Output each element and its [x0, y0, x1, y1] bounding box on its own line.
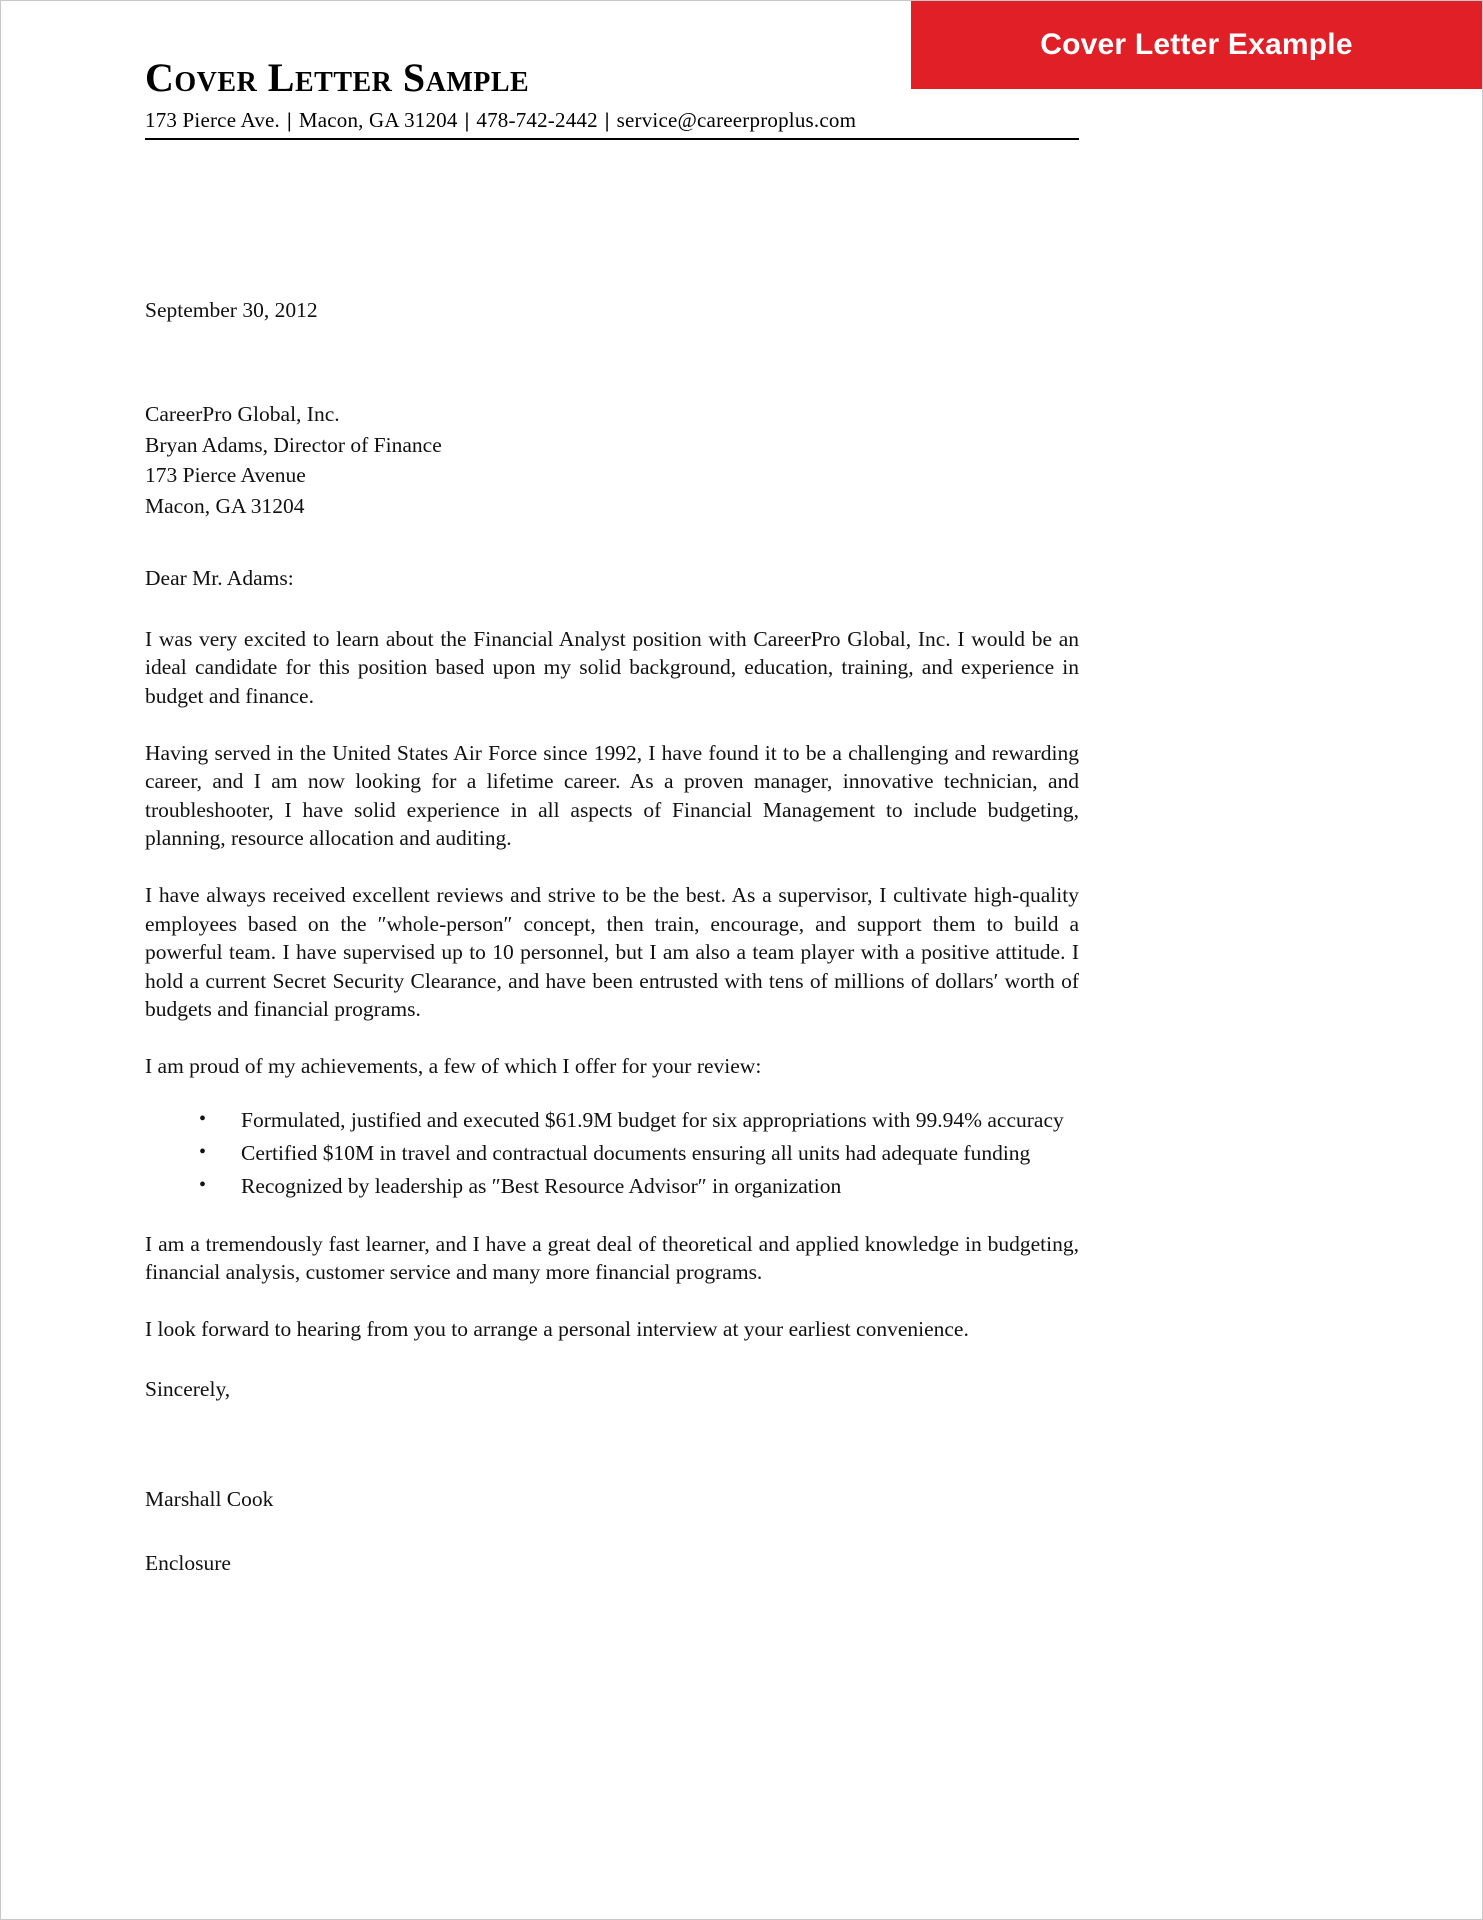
signature-name: Marshall Cook — [145, 1487, 274, 1511]
list-item: • Formulated, justified and executed $61.9M budget for six appropriations with 99.94% accuracy — [241, 1107, 1079, 1135]
list-item: • Recognized by leadership as ″Best Resource Advisor″ in organization — [241, 1173, 1079, 1201]
recipient-address-block — [145, 399, 1079, 521]
recipient-company: CareerPro Global, Inc. — [145, 402, 340, 427]
body-paragraph-2: Having served in the United States Air Force since 1992, I have found it to be a challenging and rewarding career, and I am now looking for a lifetime career. As a proven manager, innovative technician, and troubleshooter, I have solid experience in all aspects of Financial Management to include budgeting, planning, resource allocation and auditing. — [145, 740, 1079, 851]
letterhead-address: 173 Pierce Ave. — [145, 108, 280, 132]
recipient-city-state-zip: Macon, GA 31204 — [145, 493, 305, 518]
list-item: • Certified $10M in travel and contractual documents ensuring all units had adequate funding — [241, 1140, 1079, 1168]
separator-1: | — [287, 108, 292, 132]
letterhead-divider — [145, 138, 1079, 140]
salutation: Dear Mr. Adams: — [145, 566, 294, 591]
recipient-name-title: Bryan Adams, Director of Finance — [145, 432, 442, 457]
separator-3: | — [604, 108, 610, 132]
letterhead-contact-line — [145, 99, 1079, 138]
body-paragraph-4: I am proud of my achievements, a few of which I offer for your review: — [145, 1054, 762, 1079]
letterhead-city-state-zip: Macon, GA 31204 — [298, 108, 458, 132]
enclosure-note: Enclosure — [145, 1551, 231, 1576]
closing-salutation: Sincerely, — [145, 1376, 231, 1401]
body-paragraph-1: I was very excited to learn about the Financial Analyst position with CareerPro Global, Inc. I would be an ideal candidate for this position based upon my solid background, education, training, and experience in budget and finance. — [145, 626, 1079, 708]
achievements-list — [145, 1107, 1079, 1201]
letterhead — [145, 57, 1079, 140]
banner-label: Cover Letter Example — [1040, 28, 1353, 61]
separator-2: | — [464, 108, 470, 132]
recipient-street: 173 Pierce Avenue — [145, 463, 306, 488]
letter-date: September 30, 2012 — [145, 298, 318, 322]
body-paragraph-6: I look forward to hearing from you to arrange a personal interview at your earliest convenience. — [145, 1317, 969, 1342]
letterhead-title: Cover Letter Sample — [145, 55, 530, 100]
letter-body — [145, 241, 1079, 1578]
body-paragraph-5: I am a tremendously fast learner, and I have a great deal of theoretical and applied knowledge in budgeting, financial analysis, customer service and many more financial programs. — [145, 1231, 1079, 1284]
body-paragraph-3: I have always received excellent reviews and strive to be the best. As a supervisor, I cultivate high-quality employees based on the ″whole-person″ concept, then train, encourage, and support them to build a powerful team. I have supervised up to 10 personnel, but I am also a team player with a positive attitude. I hold a current Secret Security Clearance, and have been entrusted with tens of millions of dollars′ worth of budgets and financial programs. — [145, 883, 1079, 1021]
letterhead-phone: 478-742-2442 — [476, 108, 598, 132]
letterhead-email: service@careerproplus.com — [616, 108, 857, 132]
